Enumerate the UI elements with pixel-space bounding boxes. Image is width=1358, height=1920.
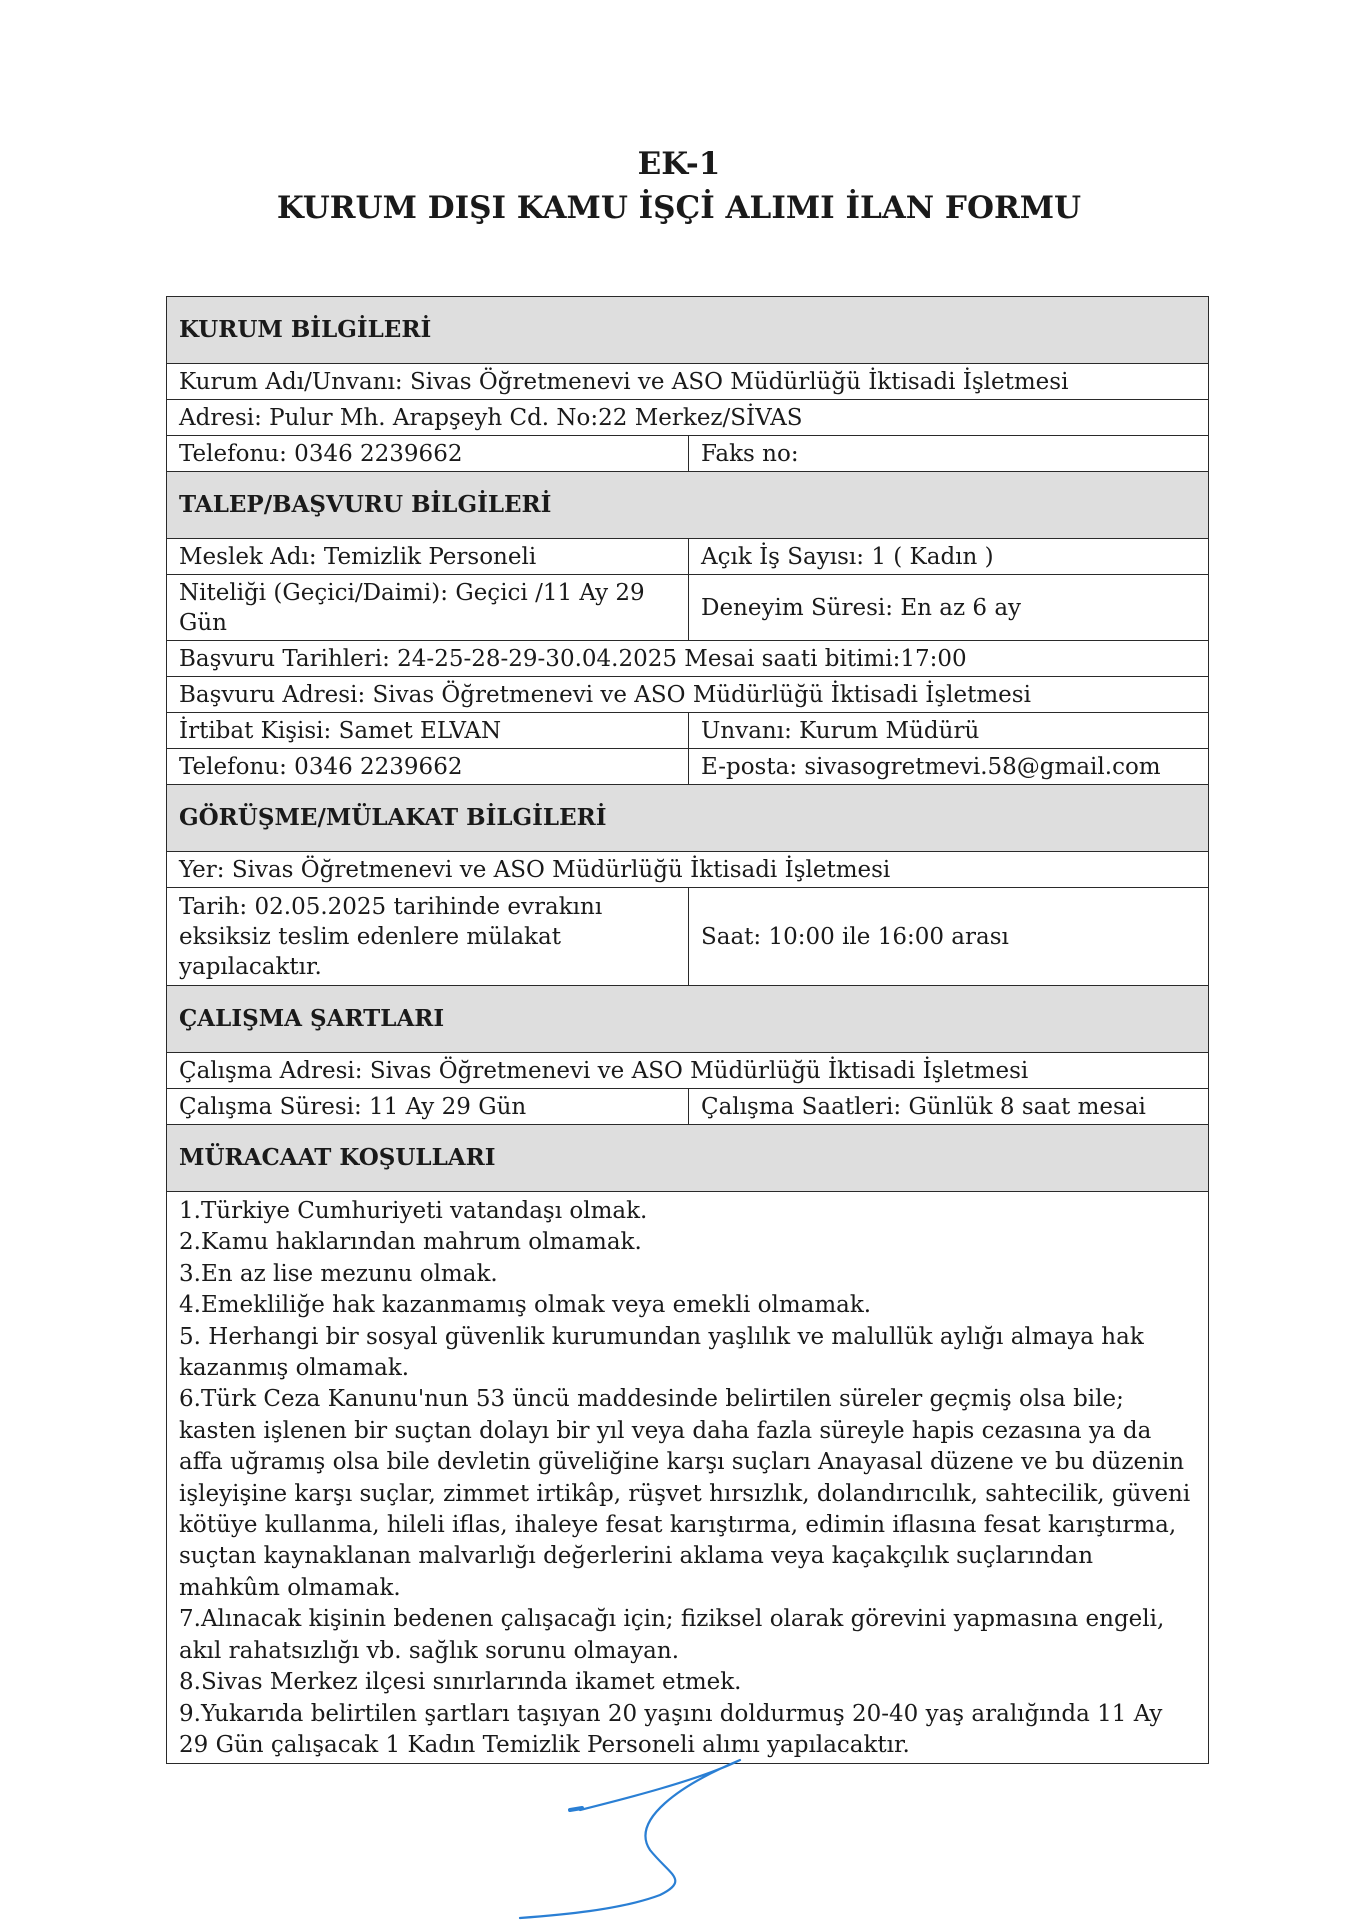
document-title-block: [0, 142, 1358, 230]
condition-item: 6.Türk Ceza Kanunu'nun 53 üncü maddesinde belirtilen süreler geçmiş olsa bile; kasten işlenen bir suçtan dolayı bir yıl veya daha fazla süreyle hapis cezasına ya da affa uğramış olsa bile devletin güveliğine karşı suçları Anayasal düzene ve bu düzenin işleyişine karşı suçlar, zimmet irtikâp, rüşvet hırsızlık, dolandırıcılık, sahtecilik, güveni kötüye kullanma, hileli iflas, ihaleye fesat karıştırma, edimin iflasına fesat karıştırma, suçtan kaynaklanan malvarlığı değerlerini aklama veya kaçakçılık suçlarından mahkûm olmamak.: [179, 1386, 1191, 1601]
work-duration: Çalışma Süresi: 11 Ay 29 Gün: [167, 1089, 689, 1125]
job-name: Meslek Adı: Temizlik Personeli: [167, 539, 689, 575]
experience-requirement: Deneyim Süresi: En az 6 ay: [689, 575, 1209, 641]
application-address: Başvuru Adresi: Sivas Öğretmenevi ve ASO Müdürlüğü İktisadi İşletmesi: [167, 677, 1209, 713]
institution-name: Kurum Adı/Unvanı: Sivas Öğretmenevi ve ASO Müdürlüğü İktisadi İşletmesi: [167, 364, 1209, 400]
conditions-list: [167, 1192, 1209, 1764]
work-address: Çalışma Adresi: Sivas Öğretmenevi ve ASO Müdürlüğü İktisadi İşletmesi: [167, 1053, 1209, 1089]
section-heading-gorusme: GÖRÜŞME/MÜLAKAT BİLGİLERİ: [167, 785, 1209, 852]
institution-fax: Faks no:: [689, 436, 1209, 472]
application-dates: Başvuru Tarihleri: 24-25-28-29-30.04.2025 Mesai saati bitimi:17:00: [167, 641, 1209, 677]
open-positions: Açık İş Sayısı: 1 ( Kadın ): [689, 539, 1209, 575]
condition-item: 9.Yukarıda belirtilen şartları taşıyan 20 yaşını doldurmuş 20-40 yaş aralığında 11 Ay 29 Gün çalışacak 1 Kadın Temizlik Personeli alımı yapılacaktır.: [179, 1700, 1163, 1758]
condition-item: 8.Sivas Merkez ilçesi sınırlarında ikamet etmek.: [179, 1669, 742, 1696]
annex-label: EK-1: [637, 146, 721, 182]
contact-title: Unvanı: Kurum Müdürü: [689, 713, 1209, 749]
section-heading-calisma: ÇALIŞMA ŞARTLARI: [167, 986, 1209, 1053]
section-heading-talep: TALEP/BAŞVURU BİLGİLERİ: [167, 472, 1209, 539]
work-hours: Çalışma Saatleri: Günlük 8 saat mesai: [689, 1089, 1209, 1125]
institution-phone: Telefonu: 0346 2239662: [167, 436, 689, 472]
condition-item: 2.Kamu haklarından mahrum olmamak.: [179, 1229, 642, 1256]
interview-time: Saat: 10:00 ile 16:00 arası: [689, 888, 1209, 986]
section-heading-muracaat: MÜRACAAT KOŞULLARI: [167, 1125, 1209, 1192]
condition-item: 1.Türkiye Cumhuriyeti vatandaşı olmak.: [179, 1198, 648, 1224]
contact-person: İrtibat Kişisi: Samet ELVAN: [167, 713, 689, 749]
application-form-table: [166, 296, 1209, 1764]
condition-item: 5. Herhangi bir sosyal güvenlik kurumundan yaşlılık ve malullük aylığı almaya hak kazanmış olmamak.: [179, 1323, 1144, 1382]
condition-item: 7.Alınacak kişinin bedenen çalışacağı için; fiziksel olarak görevini yapmasına engeli, akıl rahatsızlığı vb. sağlık sorunu olmayan.: [179, 1606, 1165, 1664]
form-title: KURUM DIŞI KAMU İŞÇİ ALIMI İLAN FORMU: [276, 190, 1082, 226]
interview-place: Yer: Sivas Öğretmenevi ve ASO Müdürlüğü İktisadi İşletmesi: [167, 852, 1209, 888]
condition-item: 4.Emekliliğe hak kazanmamış olmak veya emekli olmamak.: [179, 1292, 872, 1319]
contact-phone: Telefonu: 0346 2239662: [167, 749, 689, 785]
condition-item: 3.En az lise mezunu olmak.: [179, 1260, 498, 1287]
institution-address: Adresi: Pulur Mh. Arapşeyh Cd. No:22 Merkez/SİVAS: [167, 400, 1209, 436]
section-heading-kurum: KURUM BİLGİLERİ: [167, 297, 1209, 364]
signature-mark: [500, 1740, 780, 1920]
interview-date: Tarih: 02.05.2025 tarihinde evrakını eksiksiz teslim edenlere mülakat yapılacaktır.: [167, 888, 689, 986]
contact-email: E-posta: sivasogretmevi.58@gmail.com: [689, 749, 1209, 785]
job-nature: Niteliği (Geçici/Daimi): Geçici /11 Ay 29 Gün: [167, 575, 689, 641]
